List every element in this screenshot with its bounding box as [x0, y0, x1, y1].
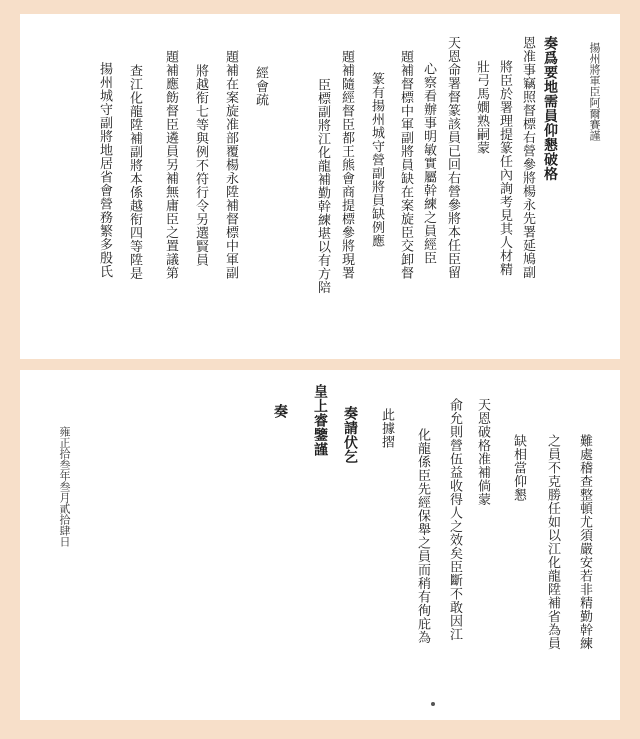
text-column-20: 缺相當仰懇	[511, 434, 526, 502]
date-line: 雍正拾叁年叁月貳拾肆日	[58, 426, 71, 547]
text-column-17: 揚州城守副將地居省會營務繁多殷氏	[97, 62, 112, 278]
text-column-22: 俞允則營伍益收得人之效矣臣斷不敢因江	[447, 398, 462, 641]
memorial-page-top	[20, 14, 620, 359]
text-column-8: 題補督標中軍副將員缺在案旋臣交卸督	[398, 50, 413, 280]
punctuation-dot	[431, 702, 435, 706]
author-line: 揚州將軍臣阿爾賽謹	[588, 42, 601, 141]
text-column-19: 之員不克勝任如以江化龍陞補省為員	[545, 434, 560, 650]
text-column-21: 天恩破格准補倘蒙	[475, 398, 490, 506]
text-column-7: 心察看辦事明敏實屬幹練之員經臣	[421, 62, 436, 265]
memorial-page-bottom	[20, 370, 620, 720]
text-column-23: 化龍係臣先經保舉之員而稍有徇庇為	[415, 428, 430, 644]
text-column-12: 經會疏	[253, 66, 268, 107]
text-column-27: 奏	[272, 404, 288, 419]
memorial-title: 奏爲要地需員仰懇破格	[542, 36, 558, 181]
text-column-4: 將臣於署理提篆任內詢考見其人材精	[497, 60, 512, 276]
text-column-25: 奏請伏乞	[342, 406, 358, 464]
text-column-6: 天恩命署督篆該員已回右營參將本任臣留	[445, 36, 460, 279]
text-column-9: 篆有揚州城守營副將員缺例應	[369, 72, 384, 248]
text-column-16: 查江化龍陞補副將本係越衔四等陞是	[127, 64, 142, 280]
text-column-11: 臣標副將江化龍補勤幹練堪以有方陪	[315, 78, 330, 294]
text-column-3: 恩准事竊照督標右營參將楊永先署延鳩副	[520, 36, 535, 279]
text-column-10: 題補隨經督臣都王熊會商提標參將現署	[339, 50, 354, 280]
text-column-15: 題補應飭督臣遴員另補無庸臣之置議第	[163, 50, 178, 280]
text-column-13: 題補在案旋准部覆楊永陞補督標中軍副	[223, 50, 238, 280]
text-column-5: 壯弓馬嫺熟嗣蒙	[474, 60, 489, 155]
text-column-26: 皇上睿鑒謹	[312, 384, 328, 457]
text-column-24: 此據摺	[379, 408, 394, 449]
text-column-14: 將越衔七等與例不符行令另選賢員	[193, 64, 208, 267]
text-column-18: 難處稽查整頓尤須嚴安若非精勤幹練	[577, 434, 592, 650]
